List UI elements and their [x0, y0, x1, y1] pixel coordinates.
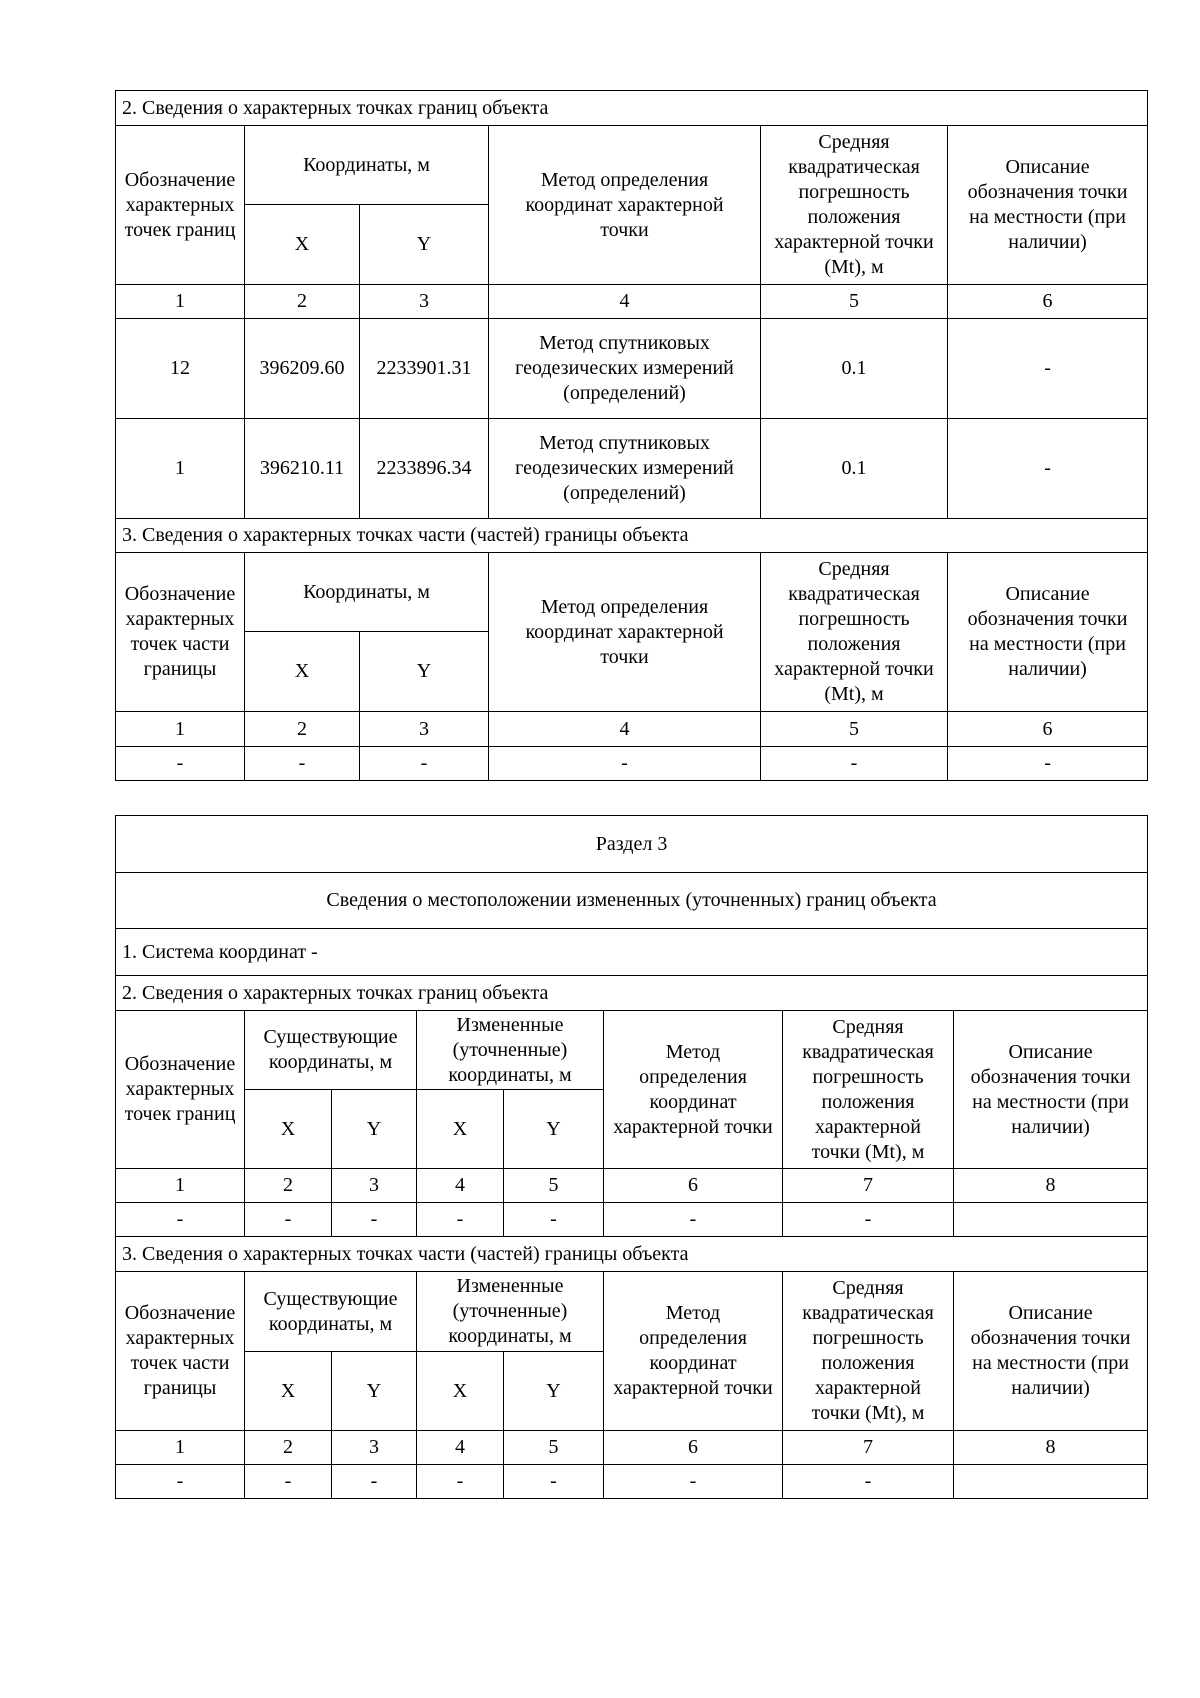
- table-cell: -: [783, 1203, 954, 1237]
- table-row: [116, 747, 1148, 781]
- table-cell: -: [245, 1203, 332, 1237]
- header-description: Описание обозначения точки на местности (при наличии): [948, 126, 1148, 285]
- table-row: [116, 419, 1148, 519]
- column-number: 6: [948, 712, 1148, 747]
- error-value: 0.1: [761, 319, 948, 419]
- table-cell: [954, 1203, 1148, 1237]
- header-y: Y: [504, 1090, 604, 1169]
- column-number: 2: [245, 1169, 332, 1203]
- column-number: 2: [245, 712, 360, 747]
- table-cell: -: [489, 747, 761, 781]
- header-description: Описание обозначения точки на местности (при наличии): [954, 1011, 1148, 1169]
- column-number: 3: [360, 285, 489, 319]
- coordinate-system: 1. Система координат -: [116, 929, 1148, 976]
- table-cell: -: [504, 1203, 604, 1237]
- table-cell: -: [504, 1465, 604, 1499]
- header-designation: Обозначение характерных точек границ: [116, 1011, 245, 1169]
- column-number: 2: [245, 285, 360, 319]
- header-changed-coordinates: Измененные (уточненные) координаты, м: [417, 1011, 604, 1090]
- table-cell: -: [417, 1465, 504, 1499]
- header-changed-coordinates: Измененные (уточненные) координаты, м: [417, 1272, 604, 1352]
- column-number: 4: [489, 712, 761, 747]
- header-coordinates: Координаты, м: [245, 126, 489, 205]
- column-number: 3: [360, 712, 489, 747]
- header-description: Описание обозначения точки на местности (при наличии): [954, 1272, 1148, 1431]
- section-2-title: 2. Сведения о характерных точках границ объекта: [116, 976, 1148, 1011]
- header-y: Y: [360, 632, 489, 712]
- column-number: 4: [417, 1169, 504, 1203]
- table-row: [116, 1465, 1148, 1499]
- column-number: 6: [604, 1169, 783, 1203]
- header-x: X: [245, 205, 360, 285]
- header-description: Описание обозначения точки на местности (при наличии): [948, 553, 1148, 712]
- column-number: 3: [332, 1431, 417, 1465]
- header-x: X: [417, 1090, 504, 1169]
- header-y: Y: [360, 205, 489, 285]
- header-x: X: [245, 632, 360, 712]
- table-cell: -: [604, 1203, 783, 1237]
- column-number: 5: [761, 285, 948, 319]
- method: Метод спутниковых геодезических измерений (определений): [489, 319, 761, 419]
- table-cell: -: [948, 747, 1148, 781]
- header-y: Y: [332, 1090, 417, 1169]
- table-cell: -: [116, 1203, 245, 1237]
- header-error: Средняя квадратическая погрешность положения характерной точки (Mt), м: [761, 126, 948, 285]
- header-designation-part: Обозначение характерных точек части границы: [116, 553, 245, 712]
- header-x: X: [245, 1352, 332, 1431]
- section-2-title: 2. Сведения о характерных точках границ объекта: [116, 91, 1148, 126]
- table-cell: -: [332, 1465, 417, 1499]
- header-designation: Обозначение характерных точек границ: [116, 126, 245, 285]
- coord-y: 2233896.34: [360, 419, 489, 519]
- column-number: 5: [761, 712, 948, 747]
- header-x: X: [417, 1352, 504, 1431]
- table-cell: -: [332, 1203, 417, 1237]
- table-cell: -: [245, 747, 360, 781]
- table-cell: -: [360, 747, 489, 781]
- header-y: Y: [504, 1352, 604, 1431]
- column-number: 1: [116, 1169, 245, 1203]
- header-method: Метод определения координат характерной точки: [489, 553, 761, 712]
- column-number: 8: [954, 1169, 1148, 1203]
- header-method: Метод определения координат характерной точки: [604, 1011, 783, 1169]
- table-cell: -: [783, 1465, 954, 1499]
- header-error: Средняя квадратическая погрешность положения характерной точки (Mt), м: [783, 1272, 954, 1431]
- section-3-title: 3. Сведения о характерных точках части (частей) границы объекта: [116, 1237, 1148, 1272]
- column-number: 7: [783, 1169, 954, 1203]
- column-number: 8: [954, 1431, 1148, 1465]
- header-existing-coordinates: Существующие координаты, м: [245, 1272, 417, 1352]
- boundary-points-table: [115, 90, 1148, 781]
- column-number: 5: [504, 1431, 604, 1465]
- column-number: 7: [783, 1431, 954, 1465]
- point-designation: 1: [116, 419, 245, 519]
- column-number: 4: [417, 1431, 504, 1465]
- coord-y: 2233901.31: [360, 319, 489, 419]
- header-error: Средняя квадратическая погрешность положения характерной точки (Mt), м: [783, 1011, 954, 1169]
- changed-boundaries-table: [115, 815, 1148, 1499]
- column-number: 3: [332, 1169, 417, 1203]
- header-method: Метод определения координат характерной точки: [489, 126, 761, 285]
- point-description: -: [948, 319, 1148, 419]
- table-cell: -: [417, 1203, 504, 1237]
- table-cell: -: [116, 747, 245, 781]
- section-3-title: 3. Сведения о характерных точках части (частей) границы объекта: [116, 519, 1148, 553]
- section-title: Раздел 3: [116, 816, 1148, 873]
- point-designation: 12: [116, 319, 245, 419]
- table-row: [116, 319, 1148, 419]
- column-number: 2: [245, 1431, 332, 1465]
- coord-x: 396210.11: [245, 419, 360, 519]
- table-row: [116, 1203, 1148, 1237]
- section-subtitle: Сведения о местоположении измененных (уточненных) границ объекта: [116, 873, 1148, 929]
- table-cell: -: [604, 1465, 783, 1499]
- column-number: 6: [604, 1431, 783, 1465]
- table-cell: -: [116, 1465, 245, 1499]
- column-number: 4: [489, 285, 761, 319]
- table-cell: -: [761, 747, 948, 781]
- column-number: 6: [948, 285, 1148, 319]
- column-number: 5: [504, 1169, 604, 1203]
- table-cell: [954, 1465, 1148, 1499]
- coord-x: 396209.60: [245, 319, 360, 419]
- header-error: Средняя квадратическая погрешность положения характерной точки (Mt), м: [761, 553, 948, 712]
- header-method: Метод определения координат характерной точки: [604, 1272, 783, 1431]
- point-description: -: [948, 419, 1148, 519]
- column-number: 1: [116, 712, 245, 747]
- header-y: Y: [332, 1352, 417, 1431]
- column-number: 1: [116, 285, 245, 319]
- error-value: 0.1: [761, 419, 948, 519]
- method: Метод спутниковых геодезических измерений (определений): [489, 419, 761, 519]
- header-x: X: [245, 1090, 332, 1169]
- header-designation-part: Обозначение характерных точек части границы: [116, 1272, 245, 1431]
- header-existing-coordinates: Существующие координаты, м: [245, 1011, 417, 1090]
- column-number: 1: [116, 1431, 245, 1465]
- header-coordinates: Координаты, м: [245, 553, 489, 632]
- table-cell: -: [245, 1465, 332, 1499]
